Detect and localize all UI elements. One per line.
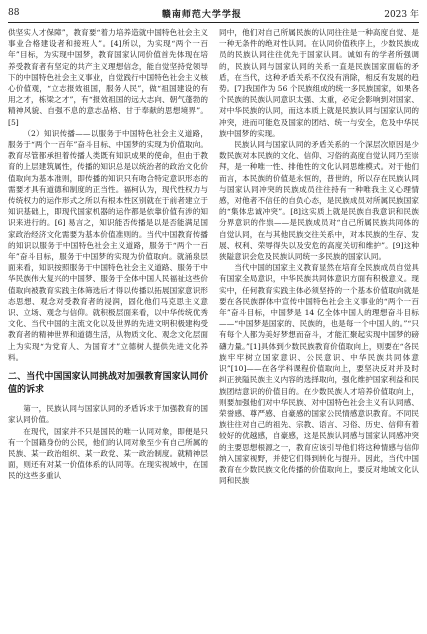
- journal-title: 赣南师范大学学报: [161, 9, 242, 20]
- section-heading: 二、当代中国国家认同挑战对加强教育国家认同价值的诉求: [8, 372, 208, 396]
- paragraph: 第一，民族认同与国家认同的矛盾诉求于加强教育的国家认同价值。: [8, 404, 208, 425]
- paragraph: 同中，他们对自己所属民族的认同往往是一种高度自觉、是一种无条件的绝对性认同。在认同价值秩序上，少数民族成员的民族认同往往优先于国家认同。诚如有的学者所强调的，民族认同与国家认同的关系一直是民族国家面临的矛盾，在当代，这种矛盾关系不仅没有消除，相反有发展的趋势。[7]我国作为 56 个民族组成的统一多民族国家，如果各个民族的民族认同意识太强、太重，必定会影响到对国家、对中华民族的认同，而这本质上就是民族认同与国家认同的冲突，进而可能危及国家的团结、统一与安全，危及中华民族中国梦的实现。: [219, 28, 419, 138]
- paragraph: （2）知识传播——以服务于中国特色社会主义道路，服务于“两个一百年”奋斗目标、中国梦的实现为价值取向。教育尽管都承担着传播人类既有知识成果的使命，但由于教育的上层建筑属性，传播的知识总是以统治者的政治文化价值取向为基本准则，即传播的知识只有吻合特定意识形态的需要才具有道德和制度的正当性。福柯认为，现代性权力与传统权力的运作形式之所以有根本性区别就在于前者建立于知识基础上，即现代国家机器的运作都是依靠价值有涉的知识来进行的。[6] 易言之，知识能否传播是以是否能满足国家政治经济文化需要为基本价值准则的。当代中国教育传播的知识以服务于中国特色社会主义道路，服务于“两个一百年”奋斗目标，服务于中国梦的实现为价值取向。就涌泉层面来看，知识按照服务于中国特色社会主义道路、服务于中华民族伟大复兴的中国梦、服务于全体中国人民福祉这些价值取向被教育实践主体筛选后才得以传播以拓展国家意识形态思想、观念对受教育者的浸润，固化他们马克思主义意识、立场、观念与信仰。就积极层面来看，以中华传统优秀文化、当代中国的主流文化以及世界的先进文明积极建构受教育者的精神世界和道德生活，从物质文化、观念文化层面上为实现“为党育人、为国育才”立德树人提供先进文化养料。: [8, 128, 208, 362]
- paragraph: 当代中国的国家主义教育显然在培育全民族成员自觉具有国家全局意识，中华民族共同体意识方面有积极意义。现实中，任何教育实践主体必须坚持的一个基本价值取向就是要在各民族群体中宣传中国特色社会主义事业的“两个一百年”奋斗目标，中国梦是 14 亿全体中国人的理想奋斗目标——“中国梦是国家的、民族的，也是每一个中国人的。”“只有每个人都为美好梦想而奋斗，才能汇聚起实现中国梦的磅礴力量。”[1]具体到少数民族教育价值取向上，则要在“各民族牢牢树立国家意识、公民意识、中华民族共同体意识”[10]——在各学科课程价值取向上，要坚决反对并及时纠正狭隘民族主义内容的选择取向，强化维护国家利益和民族团结意识的价值目的。在少数民族人才培养价值取向上，则要加强他们对中华民族、对中国特色社会主义有认同感、荣誉感、尊严感、自豪感的国家公民情感意识教育。不同民族往往对自己的祖先、宗教、语言、习俗、历史、信仰有着较好的优越感，自豪感，这是民族认同感与国家认同感冲突的主要思想根源之一，教育应该引导他们将这种情感与信仰纳入国家视野，并使它们得到转化与提升。因此，当代中国教育在少数民族文化传播的价值取向上，要反对地域文化认同和民族: [219, 263, 419, 486]
- year-issue: 2023 年: [384, 9, 419, 20]
- left-column: [8, 27, 208, 482]
- paragraph: 民族认同与国家认同的矛盾关系的一个深层次原因是少数民族对本民族的文化、信仰、习俗的高度自觉认同乃至崇拜，是一种唯一性、排他性的文化认同思维模式。对于他们而言，本民族的价值是永恒的，普世的，所以存在民族认同与国家认同冲突的民族成员往往持有一种唯我主义心理情感，对他者不信任的自负心态，是民族成员对所属民族国家的“集体忠诚冲突”。[8]这实质上就是民族自我意识和民族分界意识的作祟——是民族成员对“自己所属民族共同体的自觉认同，在与其他民族交往关系中，对本民族的生存、发展、权利、荣辱得失以及安危的高度关切和维护”。[9]这种狭隘意识会危及民族认同统一多民族的国家认同。: [219, 140, 419, 262]
- page-number: 88: [8, 8, 20, 18]
- paragraph: 供坚实人才保障”，教育要“着力培养造就中国特色社会主义事业合格建设者和接班人”。[4]所以，为实现“两个一百年”目标，为实现中国梦，教育国家认同价值首先体现在培养受教育者有坚定的共产主义理想信念，能自觉坚持党领导下的中国特色社会主义事业，自觉践行中国特色社会主义核心价值观，“立志报效祖国，服务人民”，做“祖国建设的有用之才，栋梁之才”，有“报效祖国的远大志向、朝气蓬勃的精神风貌、自强不息的意志品格、甘于奉献的思想境界”。[5]: [8, 28, 208, 127]
- running-header: [8, 6, 419, 20]
- right-column: [219, 27, 419, 486]
- header-rule: [8, 22, 419, 23]
- paragraph: 在现代，国家并不只是国民的唯一认同对象，即便是只有一个国籍身份的公民，他们的认同对象至少有自己所属的民族、某一政治组织、某一政党、某一政治制度。就精神层面，则还有对某一价值体系的认同等。在现实视域中，在国民的这些多重认: [8, 426, 208, 481]
